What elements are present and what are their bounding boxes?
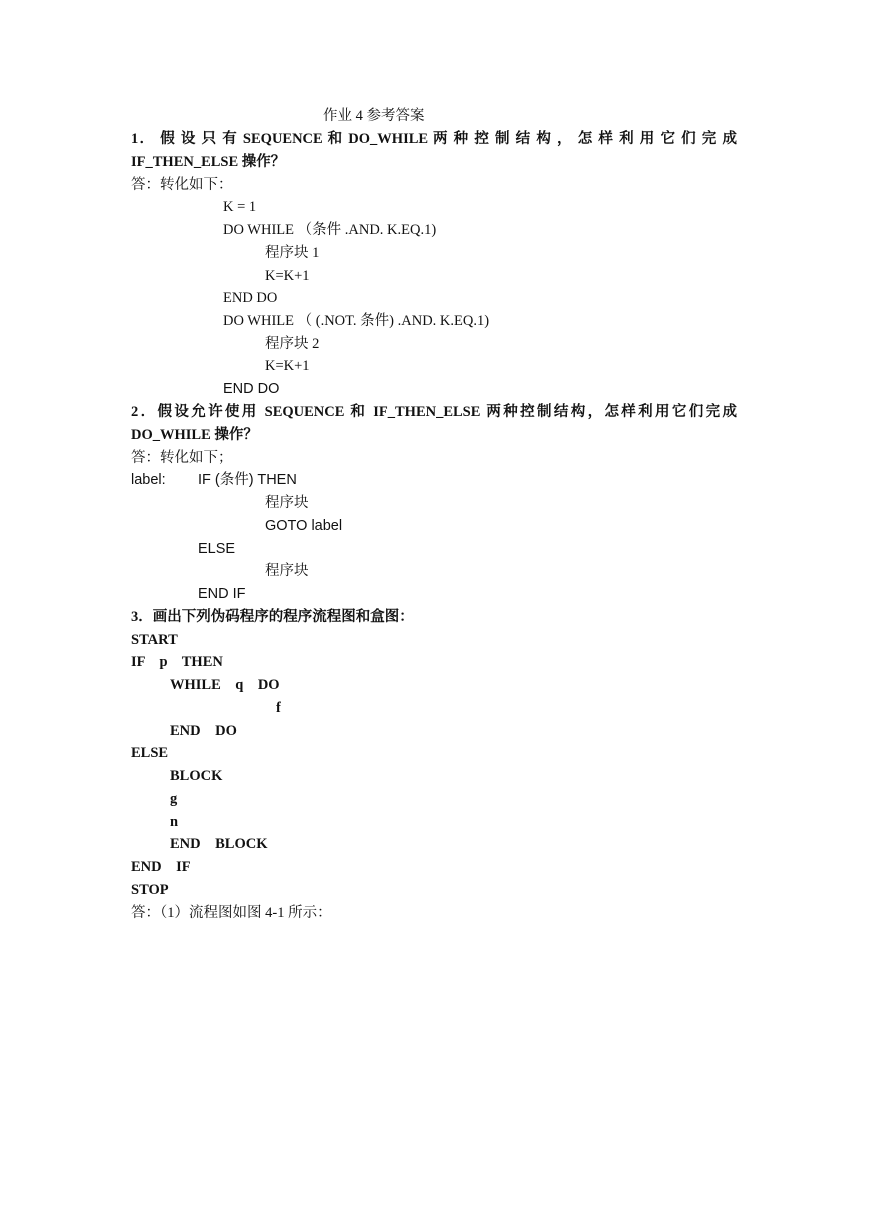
q2-code-else: ELSE: [198, 541, 236, 557]
q1-code-line: END DO: [223, 290, 278, 306]
q1-code-line: 程序块 1: [265, 245, 320, 261]
q3-code-line: n: [170, 814, 179, 830]
q3-code-line: START: [131, 632, 178, 648]
q3-answer-intro: 答：（1）流程图如图 4-1 所示：: [131, 905, 332, 921]
q2-code-goto: GOTO label: [265, 518, 343, 534]
q2-question-line1: 2．假设允许使用 SEQUENCE 和 IF_THEN_ELSE 两种控制结构，怎样利用它们完成: [131, 404, 737, 420]
q1-code-line: DO WHILE （ (.NOT. 条件) .AND. K.EQ.1): [223, 313, 490, 329]
q1-code-line: K=K+1: [265, 358, 310, 374]
q3-code-line: f: [276, 700, 281, 716]
q3-code-line: STOP: [131, 882, 169, 898]
q2-code-endif: END IF: [198, 586, 246, 602]
document-title: 作业 4 参考答案: [323, 108, 425, 124]
q2-question-line2: DO_WHILE 操作？: [131, 427, 258, 443]
q3-code-line: END BLOCK: [170, 836, 268, 852]
q1-question-line1: 1． 假 设 只 有 SEQUENCE 和 DO_WHILE 两 种 控 制 结 构 ， 怎 样 利 用 它 们 完 成: [131, 131, 737, 147]
q2-code-block1: 程序块: [265, 495, 309, 511]
q1-code-line: 程序块 2: [265, 336, 320, 352]
q2-code-label: label:: [131, 472, 166, 488]
q3-code-line: END DO: [170, 723, 237, 739]
q1-answer-intro: 答：转化如下：: [131, 177, 233, 193]
q1-question-line2: IF_THEN_ELSE 操作？: [131, 154, 286, 170]
q2-code-block2: 程序块: [265, 563, 309, 579]
q3-code-line: WHILE q DO: [170, 677, 280, 693]
q1-code-line: END DO: [223, 381, 280, 397]
q2-answer-intro: 答：转化如下；: [131, 450, 233, 466]
q1-code-line: K=K+1: [265, 268, 310, 284]
q3-question: 3．画出下列伪码程序的程序流程图和盒图：: [131, 609, 414, 625]
q3-code-line: IF p THEN: [131, 654, 223, 670]
q1-code-line: DO WHILE （条件 .AND. K.EQ.1): [223, 222, 437, 238]
q3-code-line: ELSE: [131, 745, 169, 761]
q3-code-line: BLOCK: [170, 768, 223, 784]
q2-code-if: IF (条件) THEN: [198, 472, 297, 488]
q1-code-line: K = 1: [223, 199, 257, 215]
q3-code-line: g: [170, 791, 178, 807]
q3-code-line: END IF: [131, 859, 191, 875]
